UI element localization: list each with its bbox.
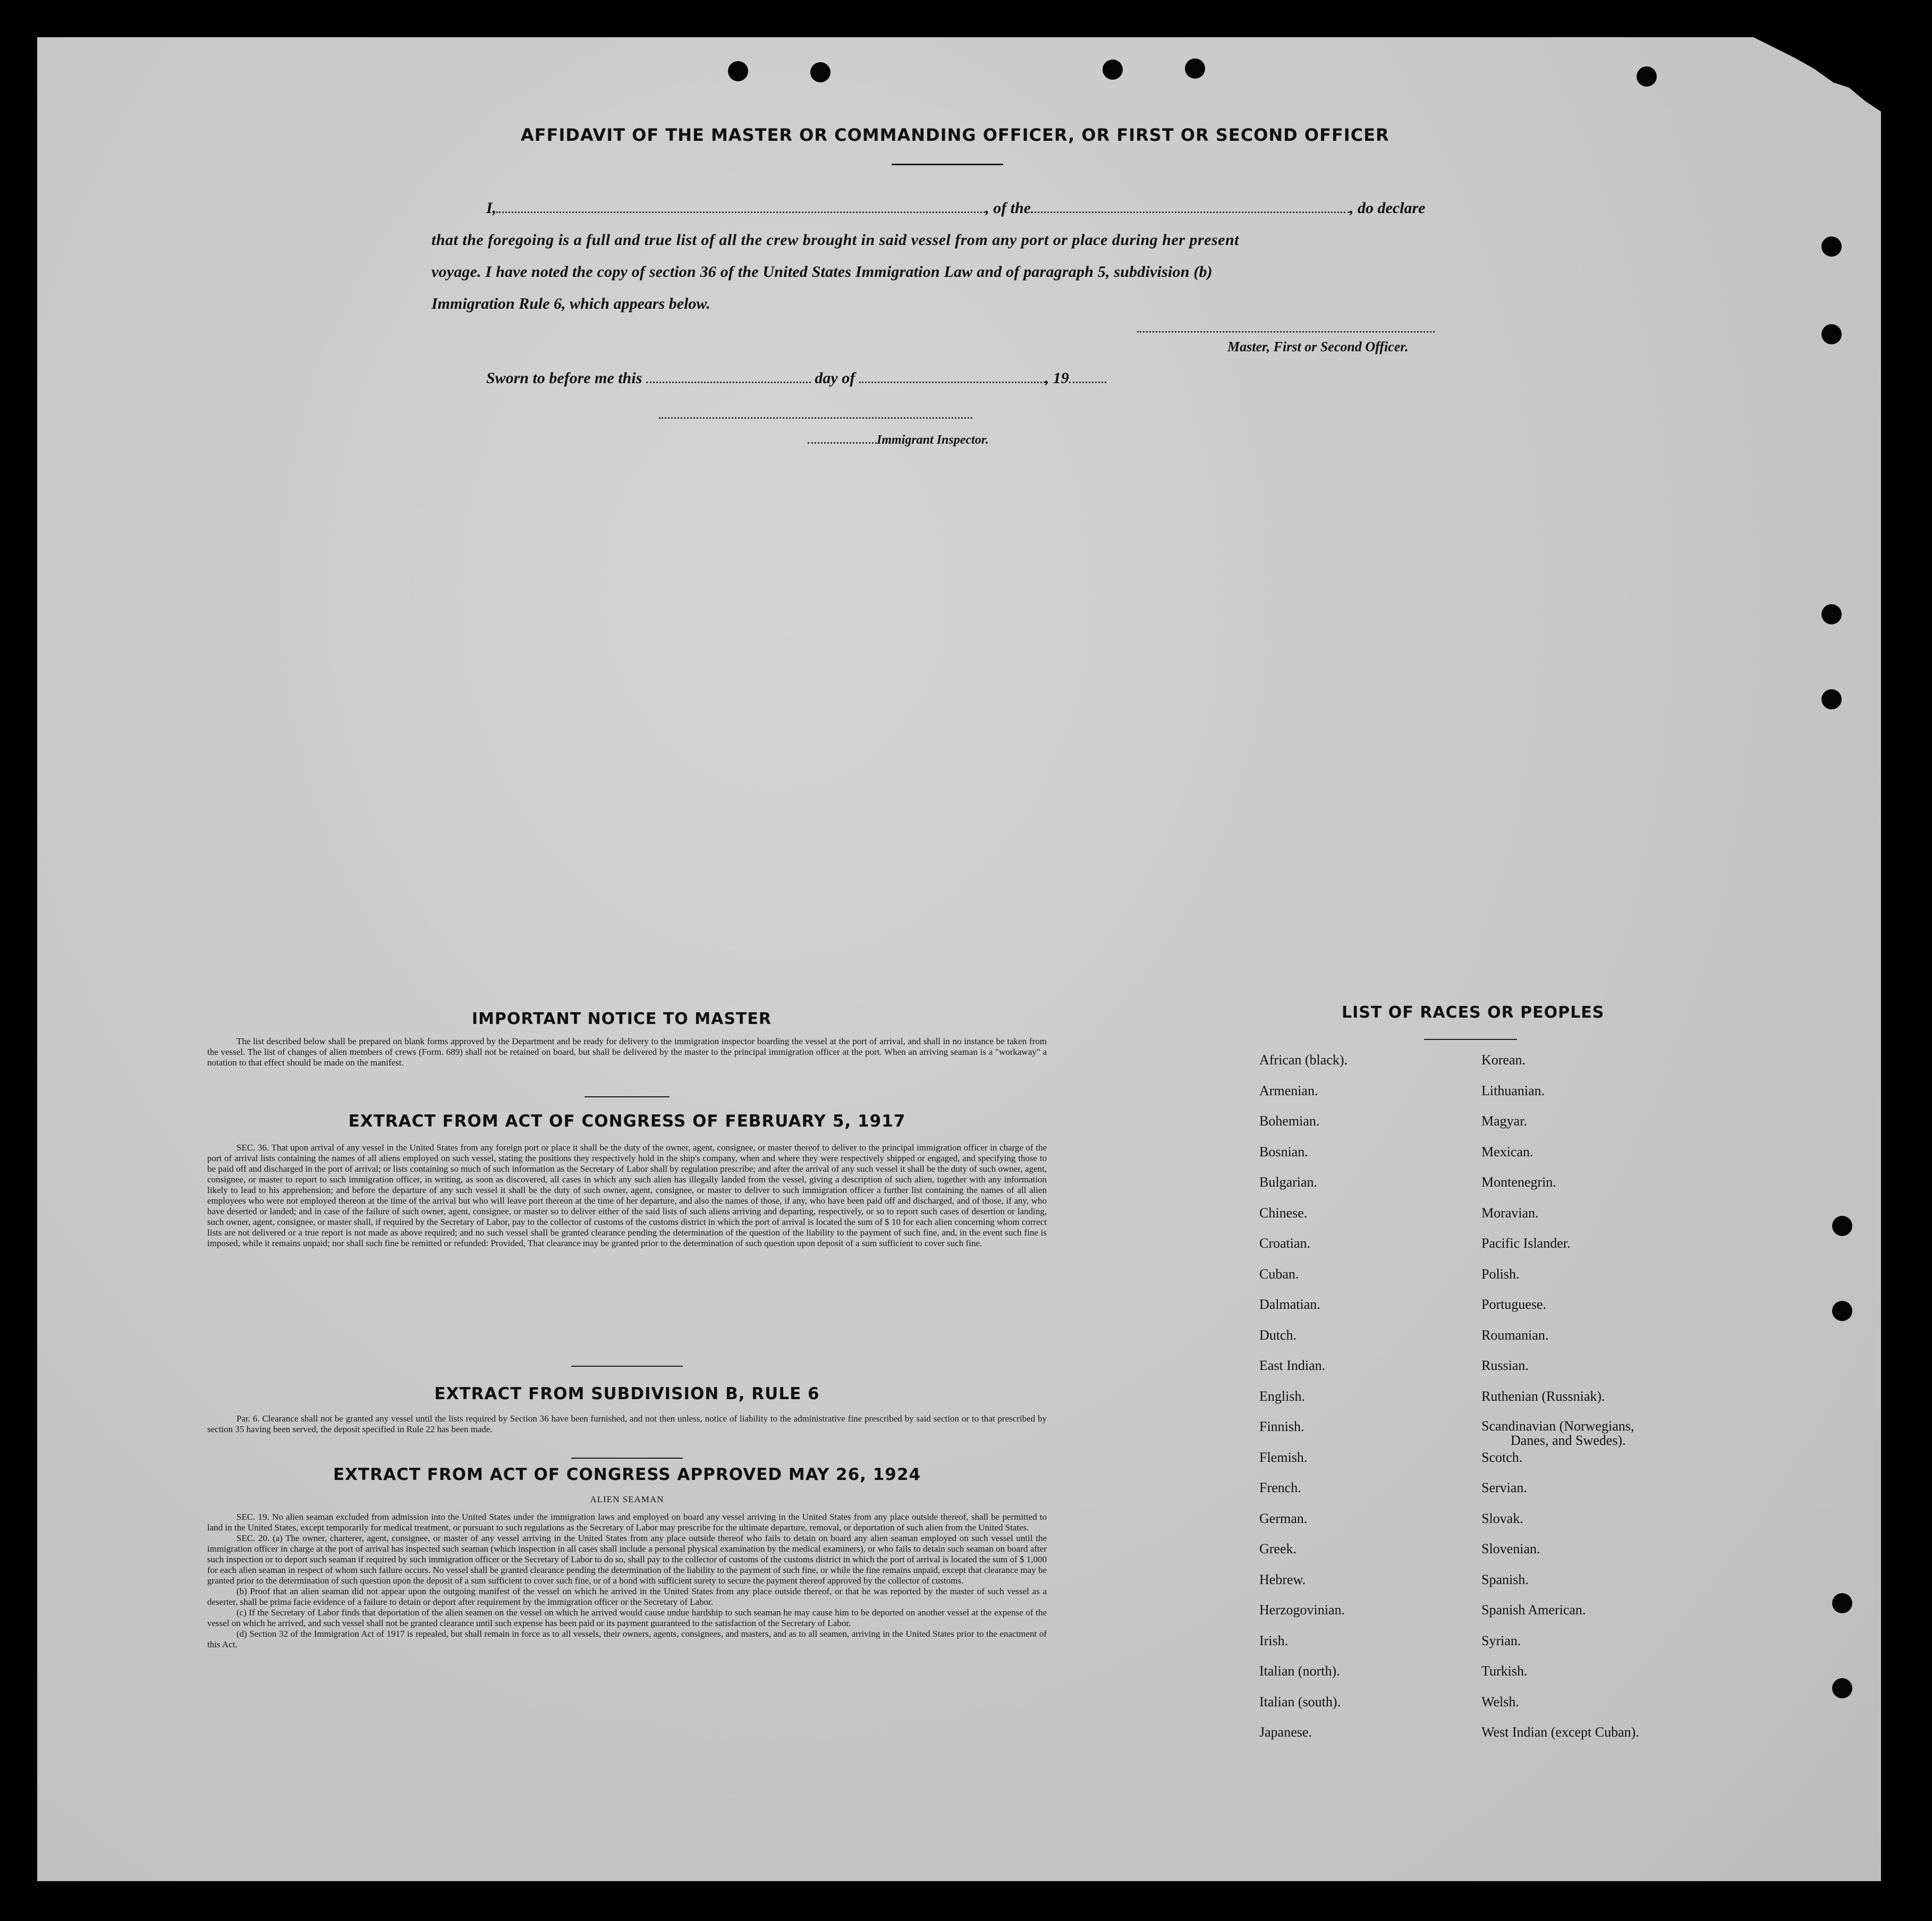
signature-caption: Master, First or Second Officer. bbox=[1227, 339, 1409, 354]
punch-hole bbox=[810, 62, 831, 82]
punch-hole bbox=[1832, 1301, 1852, 1321]
race-item: Herzogovinian. bbox=[1259, 1602, 1345, 1618]
race-item: Mexican. bbox=[1481, 1144, 1533, 1160]
races-left-column bbox=[1259, 1052, 1348, 1755]
race-item: Italian (south). bbox=[1259, 1694, 1341, 1710]
race-item: Irish. bbox=[1259, 1632, 1289, 1648]
sworn-line bbox=[486, 369, 1106, 387]
extract-1924-subtitle: ALIEN SEAMAN bbox=[590, 1494, 664, 1504]
race-item: Scandinavian (Norwegians, Danes, and Swedes). bbox=[1481, 1418, 1634, 1448]
day-field[interactable] bbox=[646, 382, 811, 383]
year-field[interactable] bbox=[1069, 382, 1106, 383]
race-item: Roumanian. bbox=[1481, 1327, 1549, 1343]
punch-hole bbox=[1185, 58, 1205, 79]
race-item: Turkish. bbox=[1481, 1663, 1528, 1679]
race-item: Spanish. bbox=[1481, 1571, 1529, 1587]
race-item: English. bbox=[1259, 1388, 1305, 1404]
race-item: Slovak. bbox=[1481, 1510, 1523, 1526]
race-item: Japanese. bbox=[1259, 1724, 1312, 1740]
day-of-label: day of bbox=[815, 369, 855, 387]
race-item: Polish. bbox=[1481, 1266, 1520, 1282]
race-item: Bosnian. bbox=[1259, 1144, 1308, 1160]
race-item: Portuguese. bbox=[1481, 1297, 1547, 1312]
races-right-column bbox=[1481, 1052, 1639, 1755]
of-the-label: , of the bbox=[985, 199, 1031, 217]
signature-line[interactable] bbox=[1137, 331, 1435, 333]
race-item: Bulgarian. bbox=[1259, 1174, 1318, 1190]
race-item: Greek. bbox=[1259, 1541, 1297, 1556]
races-title: LIST OF RACES OR PEOPLES bbox=[1342, 1003, 1605, 1022]
race-item: Magyar. bbox=[1481, 1113, 1527, 1129]
race-item: Russian. bbox=[1481, 1358, 1529, 1373]
race-item: Armenian. bbox=[1259, 1082, 1318, 1098]
race-item: Italian (north). bbox=[1259, 1663, 1340, 1679]
punch-hole bbox=[1832, 1216, 1852, 1236]
race-item: Moravian. bbox=[1481, 1205, 1539, 1221]
vessel-field[interactable] bbox=[1031, 211, 1350, 213]
race-item: Chinese. bbox=[1259, 1205, 1308, 1221]
declaration-body-2: voyage. I have noted the copy of section 36 of the United States Immigration Law and of paragraph 5, subdivision (b) bbox=[431, 263, 1213, 281]
race-item-continuation: Danes, and Swedes). bbox=[1511, 1433, 1626, 1448]
race-item: Pacific Islander. bbox=[1481, 1235, 1571, 1251]
race-item: Flemish. bbox=[1259, 1449, 1308, 1465]
extract-1917-rule bbox=[571, 1366, 683, 1367]
race-item: Dalmatian. bbox=[1259, 1297, 1320, 1312]
race-item: Slovenian. bbox=[1481, 1541, 1540, 1556]
torn-corner bbox=[1706, 37, 1881, 112]
declaration-line bbox=[486, 199, 1425, 217]
declaration-body-3: Immigration Rule 6, which appears below. bbox=[431, 295, 710, 312]
month-field[interactable] bbox=[859, 382, 1045, 383]
punch-hole bbox=[1821, 236, 1842, 257]
punch-hole bbox=[1821, 324, 1842, 344]
punch-hole bbox=[1832, 1593, 1852, 1613]
race-item: African (black). bbox=[1259, 1052, 1348, 1068]
race-item: Servian. bbox=[1481, 1480, 1527, 1495]
inspector-signature-line[interactable] bbox=[659, 417, 972, 419]
race-item: Finnish. bbox=[1259, 1419, 1304, 1434]
punch-hole bbox=[1103, 60, 1123, 80]
race-item: Montenegrin. bbox=[1481, 1174, 1556, 1190]
subdivision-text: Par. 6. Clearance shall not be granted any vessel until the lists required by Section 36 have been furnished, and not then unless, notice of liability to the administrative fine prescribed by said section or to that prescribed by section 35 having been served, the deposit specified in Rule 22 has been made. bbox=[207, 1414, 1047, 1434]
notice-text: The list described below shall be prepared on blank forms approved by the Department and be ready for delivery to the immigration inspector boarding the vessel at the port of arrival, and shall in no instance be taken from the vessel. The list of changes of alien members of crews (Form. 689) shall not be retained on board, but shall be delivered by the master to the principal immigration officer at the port. When an arriving seaman is a "workaway" a notation to that effect should be made on the manifest. bbox=[207, 1036, 1047, 1068]
year-prefix: , 19 bbox=[1045, 369, 1069, 387]
inspector-caption-line bbox=[808, 433, 989, 447]
title-rule bbox=[892, 164, 1003, 165]
race-item: Welsh. bbox=[1481, 1694, 1519, 1710]
subdivision-title: EXTRACT FROM SUBDIVISION B, RULE 6 bbox=[434, 1384, 820, 1403]
race-item: Hebrew. bbox=[1259, 1571, 1306, 1587]
race-item: Syrian. bbox=[1481, 1632, 1521, 1648]
do-declare-label: , do declare bbox=[1350, 199, 1426, 217]
race-item: Scotch. bbox=[1481, 1449, 1523, 1465]
race-item: German. bbox=[1259, 1510, 1308, 1526]
extract-1917-text: SEC. 36. That upon arrival of any vessel in the United States from any foreign port or place it shall be the duty of the owner, agent, consignee, or master thereof to deliver to the principal immigration officer in charge of the port of arrival lists containing the names of all aliens employed on such vessel, stating the positions they respectively hold in the ship's company, when and where they were respectively shipped or engaged, and specifying those to be paid off and discharged in the port of arrival; or lists containing so much of such information as the Secretary of Labor shall by regulation prescribe; and after the arrival of any such vessel it shall be the duty of such owner, agent, consignee, or master to report to such immigration officer, in writing, as soon as discovered, all cases in which any such alien has illegally landed from the vessel, giving a description of such alien, together with any information likely to lead to his apprehension; and before the departure of any such vessel it shall be the duty of such owner, agent, consignee, or master to deliver to such immigration officer a further list containing the names of all alien employees who were not employed thereon at the time of the arrival but who will leave port thereon at the time of her departure, and also the names of those, if any, who have been paid off and discharged, and of those, if any, who have deserted or landed; and in case of the failure of such owner, agent, consignee, or master so to deliver either of the said lists of such aliens arriving and departing, respectively, or so to report such cases of desertion or landing, such owner, agent, consignee, or master shall, if required by the Secretary of Labor, pay to the collector of customs of the customs district in which the port of arrival is located the sum of $ 10 for each alien concerning whom correct lists are not delivered or a true report is not made as above required; and no such vessel shall be granted clearance pending the determination of the question of the liability to the payment of such fine, and, in the event such fine is imposed, while it remains unpaid; nor shall such fine be remitted or refunded: Provided, That clearance may be granted prior to the determination of such question upon deposit of a sum sufficient to cover such fine. bbox=[207, 1143, 1047, 1248]
punch-hole bbox=[1832, 1678, 1852, 1698]
punch-hole bbox=[1821, 689, 1842, 709]
subdivision-rule bbox=[571, 1458, 683, 1459]
race-item: Ruthenian (Russniak). bbox=[1481, 1388, 1605, 1404]
sworn-label: Sworn to before me this bbox=[486, 369, 642, 387]
extract-1924-text: SEC. 19. No alien seaman excluded from admission into the United States under the immigration laws and employed on board any vessel arriving in the United States from any place outside thereof, shall be permitted to land in the United States, except temporarily for medical treatment, or pursuant to such regulations as the Secretary of Labor may prescribe for the ultimate departure, removal, or deportation of such alien from the United States. SEC. 20. (a) The owner, charterer, agent, consignee, or master of any vessel arriving in the United States from any place outside thereof who fails to detain on board any alien seaman employed on such vessel until the immigration officer in charge at the port of arrival has inspected such seaman (which inspection in all cases shall include a personal physical examination by the medical examiners), or who fails to detain such seaman on board after such inspection or to deport such seaman if required by such immigration officer or the Secretary of Labor to do so, shall pay to the collector of customs of the customs district in which the port of arrival is located the sum of $ 1,000 for each alien seaman in respect of whom such failure occurs. No vessel shall be granted clearance pending the determination of the liability to the payment of such fine, or while the fine remains unpaid, except that clearance may be granted prior to the determination of such question upon the deposit of a sum sufficient to cover such fine, or of a bond with sufficient surety to secure the payment thereof approved by the collector of customs. (b) Proof that an alien seaman did not appear upon the outgoing manifest of the vessel on which he arrived in the United States from any place outside thereof, or that he was reported by the master of such vessel as a deserter, shall be prima facie evidence of a failure to detain or deport after requirement by the immigration officer or the Secretary of Labor. (c) If the Secretary of Labor finds that deportation of the alien seamen on the vessel on which he arrived would cause undue hardship to such seaman he may cause him to be deported on another vessel at the expense of the vessel on which he arrived, and such vessel shall not be granted clearance until such expense has been paid or its payment guaranteed to the satisfaction of the Secretary of Labor. (d) Section 32 of the Immigration Act of 1917 is repealed, but shall remain in force as to all vessels, their owners, agents, consignees, and masters, and as to all seamen, arriving in the United States prior to the enactment of this Act. bbox=[207, 1512, 1047, 1649]
race-item: French. bbox=[1259, 1480, 1301, 1495]
name-field[interactable] bbox=[496, 211, 985, 213]
i-label: I, bbox=[486, 199, 497, 217]
declaration-body-1: that the foregoing is a full and true list of all the crew brought in said vessel from any port or place during her present bbox=[431, 231, 1239, 249]
extract-1924-title: EXTRACT FROM ACT OF CONGRESS APPROVED MAY 26, 1924 bbox=[333, 1465, 921, 1484]
race-item: Lithuanian. bbox=[1481, 1082, 1545, 1098]
punch-hole bbox=[1821, 604, 1842, 624]
notice-rule bbox=[584, 1096, 670, 1097]
extract-1917-title: EXTRACT FROM ACT OF CONGRESS OF FEBRUARY 5, 1917 bbox=[348, 1112, 906, 1131]
notice-title: IMPORTANT NOTICE TO MASTER bbox=[472, 1010, 772, 1028]
race-item: Croatian. bbox=[1259, 1235, 1311, 1251]
races-rule bbox=[1424, 1039, 1517, 1040]
document-page bbox=[37, 37, 1881, 1881]
affidavit-title: AFFIDAVIT OF THE MASTER OR COMMANDING OFFICER, OR FIRST OR SECOND OFFICER bbox=[521, 125, 1389, 145]
punch-hole bbox=[728, 61, 748, 81]
race-item: East Indian. bbox=[1259, 1358, 1326, 1373]
race-item: Bohemian. bbox=[1259, 1113, 1320, 1129]
race-item: Cuban. bbox=[1259, 1266, 1299, 1282]
race-item: Spanish American. bbox=[1481, 1602, 1586, 1618]
race-item: Korean. bbox=[1481, 1052, 1526, 1068]
race-item: Dutch. bbox=[1259, 1327, 1297, 1343]
race-item: West Indian (except Cuban). bbox=[1481, 1724, 1639, 1740]
inspector-caption: Immigrant Inspector. bbox=[877, 433, 989, 447]
punch-hole bbox=[1637, 66, 1657, 87]
